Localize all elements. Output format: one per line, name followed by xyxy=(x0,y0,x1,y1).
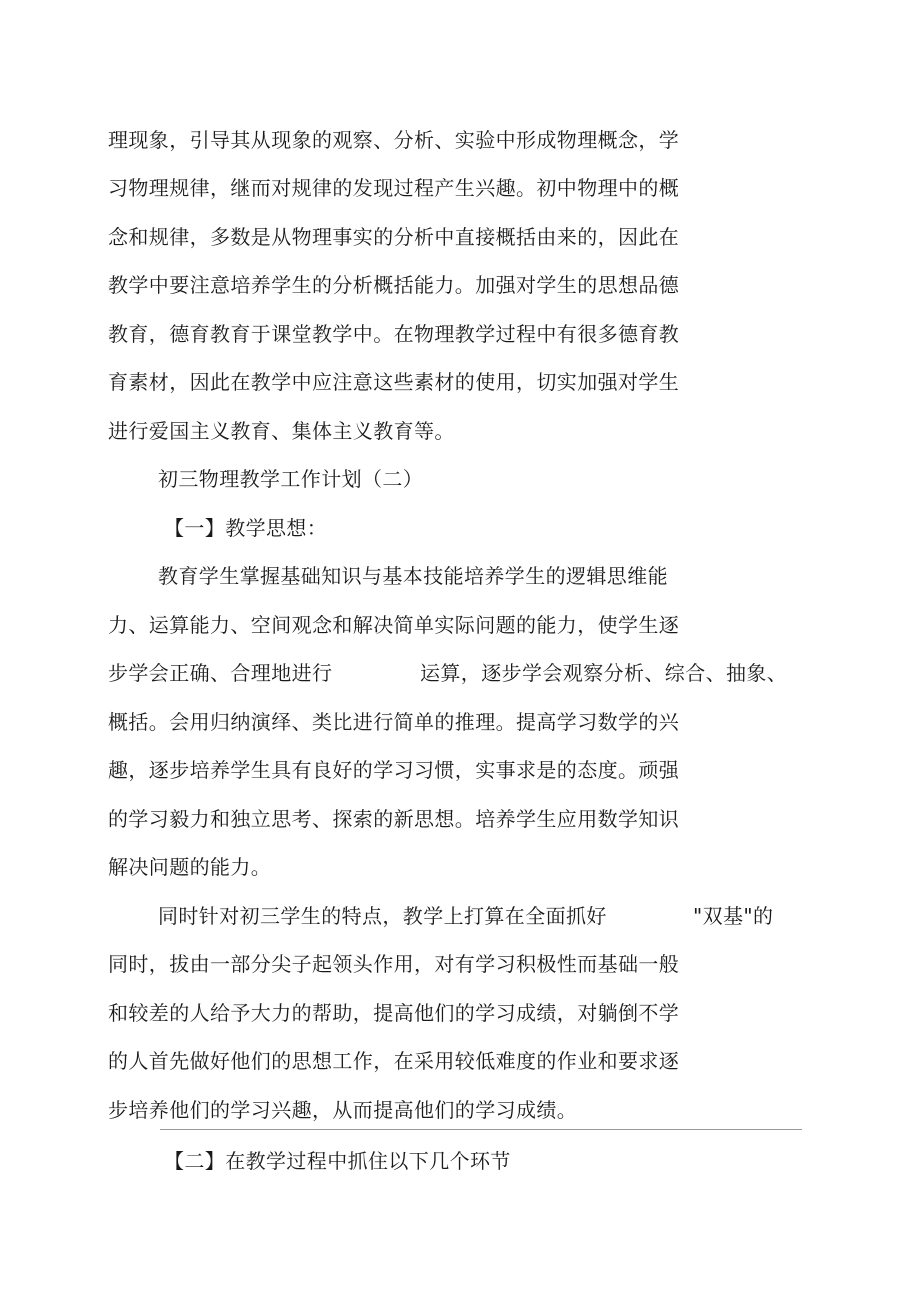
text-line: 育素材，因此在教学中应注意这些素材的使用，切实加强对学生 xyxy=(108,370,680,394)
text-line: 的人首先做好他们的思想工作，在采用较低难度的作业和要求逐 xyxy=(108,1049,680,1073)
text-line: 同时针对初三学生的特点，教学上打算在全面抓好 xyxy=(158,904,607,928)
text-line: 理现象，引导其从现象的观察、分析、实验中形成物理概念，学 xyxy=(108,128,680,152)
text-line: 步学会正确、合理地进行 xyxy=(108,661,333,685)
text-line: 教育学生掌握基础知识与基本技能培养学生的逻辑思维能 xyxy=(158,564,668,588)
section-heading: 【二】在教学过程中抓住以下几个环节 xyxy=(164,1149,511,1173)
text-line: 概括。会用归纳演绎、类比进行简单的推理。提高学习数学的兴 xyxy=(108,710,680,734)
text-line: 念和规律，多数是从物理事实的分析中直接概括由来的，因此在 xyxy=(108,225,680,249)
divider xyxy=(160,1129,802,1130)
text-line: 教学中要注意培养学生的分析概括能力。加强对学生的思想品德 xyxy=(108,273,680,297)
text-line: 运算，逐步学会观察分析、综合、抽象、 xyxy=(420,661,788,685)
text-line: 同时，拔由一部分尖子起领头作用，对有学习积极性而基础一般 xyxy=(108,952,680,976)
text-line: 进行爱国主义教育、集体主义教育等。 xyxy=(108,419,455,443)
text-line: 趣，逐步培养学生具有良好的学习习惯，实事求是的态度。顽强 xyxy=(108,758,680,782)
text-line: "双基"的 xyxy=(693,904,774,928)
text-line: 和较差的人给予大力的帮助，提高他们的学习成绩，对躺倒不学 xyxy=(108,1001,680,1025)
text-line: 教育，德育教育于课堂教学中。在物理教学过程中有很多德育教 xyxy=(108,322,680,346)
text-line: 步培养他们的学习兴趣，从而提高他们的学习成绩。 xyxy=(108,1098,578,1122)
text-line: 力、运算能力、空间观念和解决简单实际问题的能力，使学生逐 xyxy=(108,613,680,637)
page-title: 初三物理教学工作计划（二） xyxy=(158,467,424,491)
text-line: 解决问题的能力。 xyxy=(108,855,272,879)
section-heading: 【一】教学思想： xyxy=(164,516,328,540)
text-line: 的学习毅力和独立思考、探索的新思想。培养学生应用数学知识 xyxy=(108,807,680,831)
text-line: 习物理规律，继而对规律的发现过程产生兴趣。初中物理中的概 xyxy=(108,176,680,200)
